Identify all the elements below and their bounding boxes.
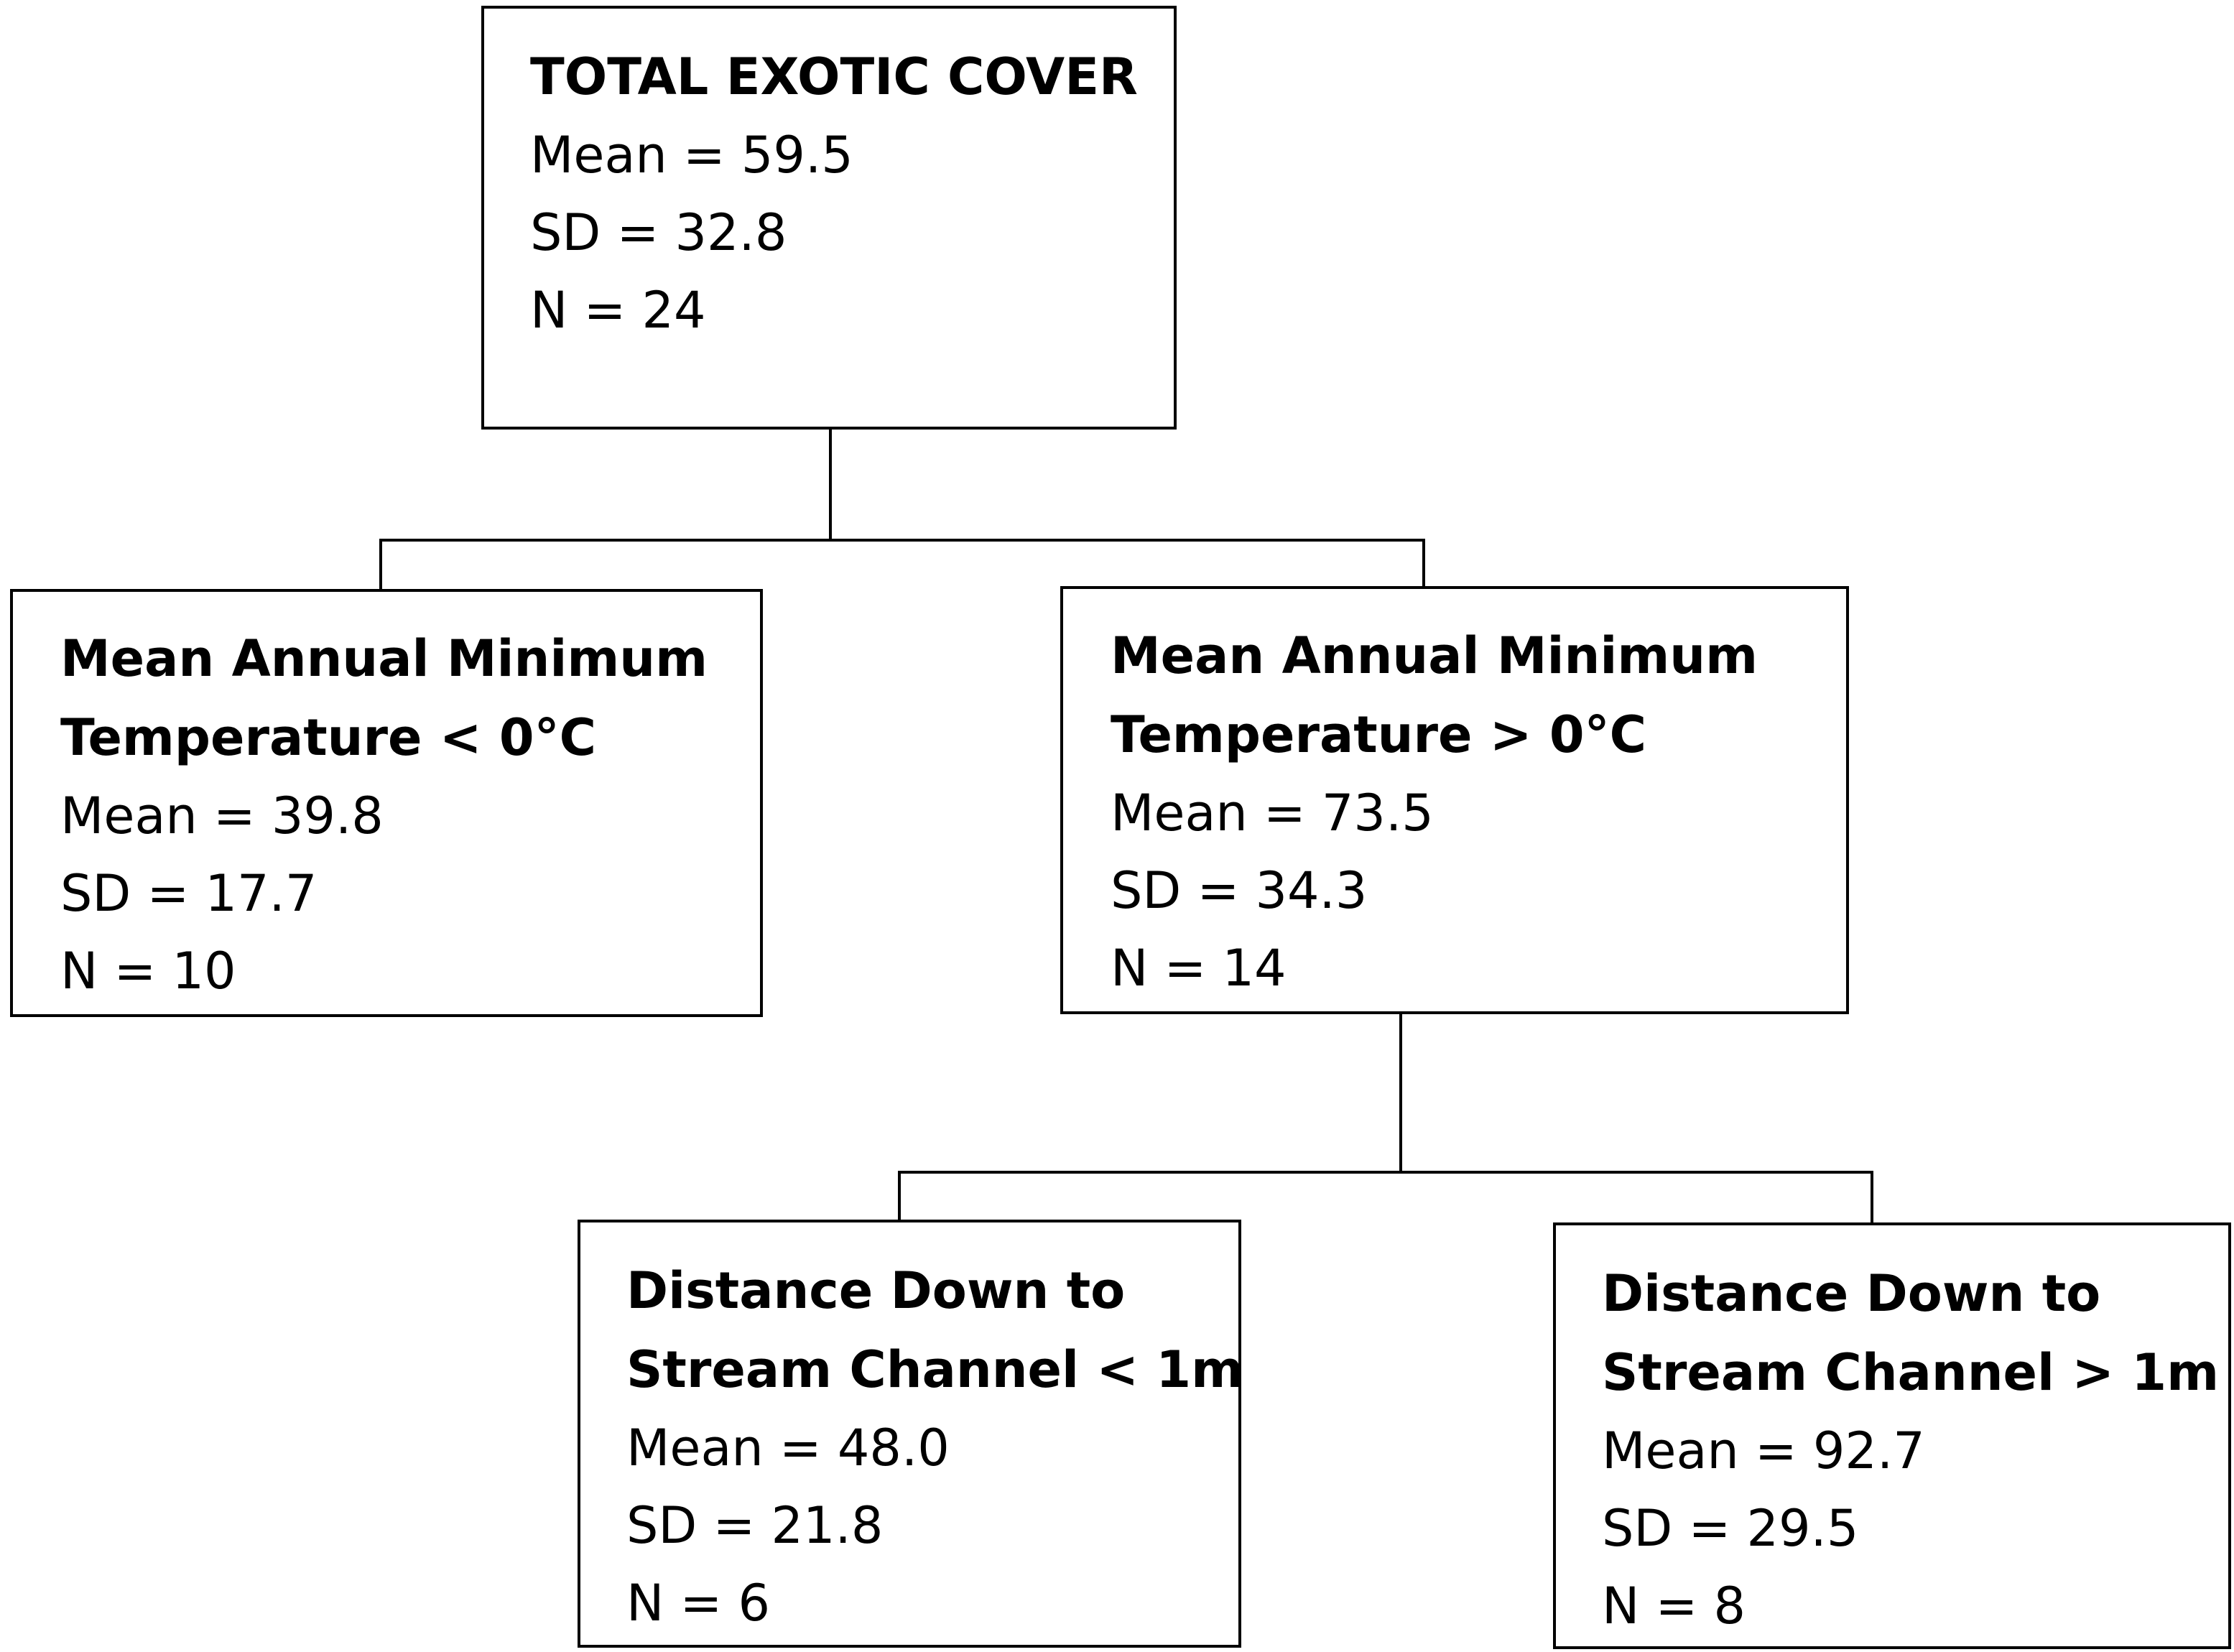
node-n: N = 8 — [1602, 1577, 1746, 1635]
node-sd: SD = 32.8 — [530, 203, 787, 262]
node-mean: Mean = 48.0 — [626, 1419, 950, 1477]
node-mean: Mean = 73.5 — [1111, 784, 1434, 843]
node-title-line-1: Distance Down to — [1602, 1264, 2101, 1323]
node-sd: SD = 34.3 — [1111, 861, 1368, 920]
node-sd: SD = 21.8 — [626, 1496, 884, 1555]
node-sd: SD = 17.7 — [60, 864, 318, 923]
node-mean: Mean = 92.7 — [1602, 1421, 1925, 1480]
node-n: N = 14 — [1111, 939, 1287, 998]
node-n: N = 6 — [626, 1574, 771, 1633]
node-temperature-below-zero — [10, 589, 763, 1017]
node-title-line-1: Distance Down to — [626, 1261, 1126, 1320]
node-title-line-2: Stream Channel > 1m — [1602, 1343, 2220, 1402]
connector-level2-bar — [899, 1172, 1872, 1224]
node-n: N = 24 — [530, 281, 706, 340]
node-total-exotic-cover — [481, 6, 1177, 430]
node-title-line-2: Stream Channel < 1m — [626, 1340, 1244, 1399]
node-title-line-2: Temperature < 0°C — [60, 708, 596, 767]
node-title-line-1: Mean Annual Minimum — [60, 629, 708, 688]
node-title: TOTAL EXOTIC COVER — [530, 47, 1138, 106]
node-title-line-2: Temperature > 0°C — [1111, 705, 1646, 764]
node-stream-distance-below-1m — [578, 1220, 1244, 1648]
node-n: N = 10 — [60, 942, 236, 1001]
node-stream-distance-above-1m — [1553, 1222, 2231, 1649]
node-mean: Mean = 59.5 — [530, 126, 853, 185]
node-mean: Mean = 39.8 — [60, 786, 384, 845]
node-title-line-1: Mean Annual Minimum — [1111, 626, 1758, 685]
connector-level1-bar — [381, 540, 1424, 590]
node-temperature-above-zero — [1060, 586, 1849, 1014]
node-sd: SD = 29.5 — [1602, 1499, 1859, 1558]
